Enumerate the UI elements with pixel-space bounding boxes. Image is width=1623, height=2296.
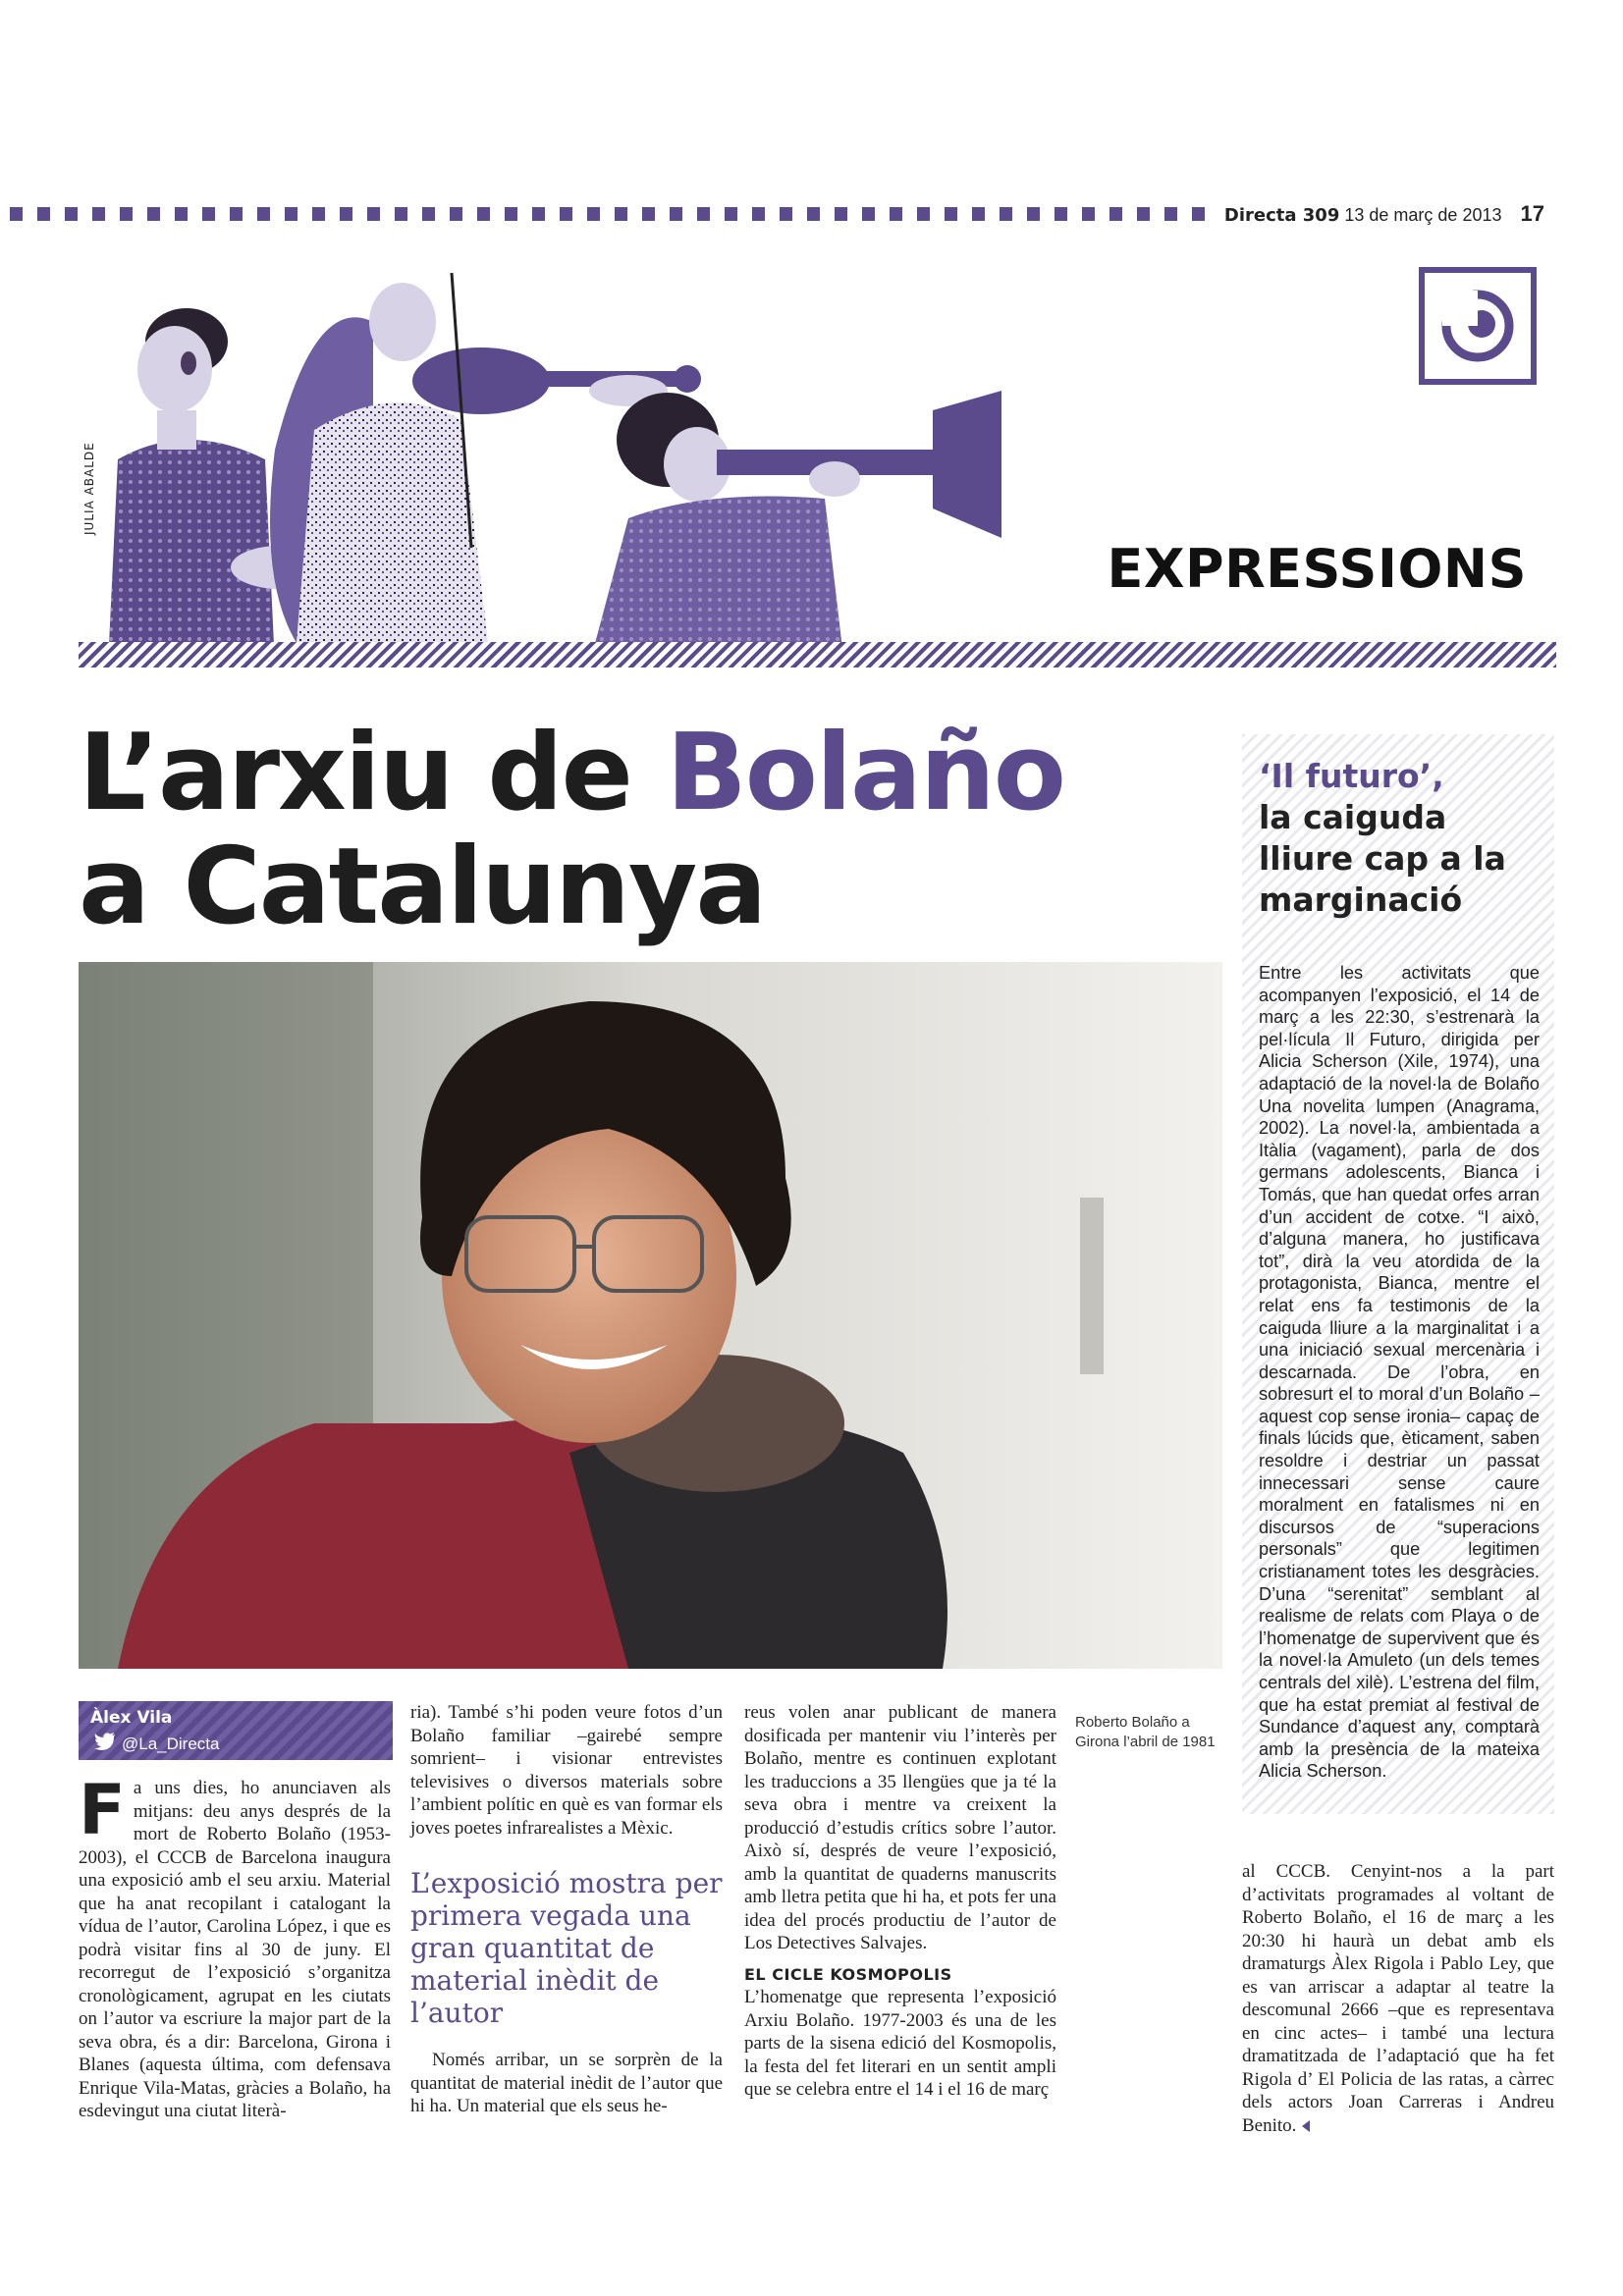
issue-date: 13 de març de 2013 [1344, 205, 1502, 225]
headline-highlight: Bolaño [666, 712, 1064, 834]
twitter-bird-icon [94, 1733, 116, 1755]
portrait-photo [79, 962, 1222, 1669]
section-stripe [79, 642, 1556, 667]
drop-cap: F [79, 1770, 126, 1850]
end-mark-icon [1302, 2120, 1310, 2132]
article-paragraph [1242, 1860, 1554, 2137]
article-column-1 [79, 1770, 391, 2123]
article-paragraph: reus volen anar publicant de manera dosificada per mantenir viu l’interès per Bolaño, mentre es continuen explotant les traduccions a 35 llengües que ja té la seva obra i mentre va creixent la producció d’estudis crítics sobre l’autor. Això sí, després de veure l’exposició, amb la quantitat de quaderns manuscrits amb lletra petita que hi ha, et pots fer una idea del procés productiu de l’autor de Los Detectives Salvajes. [744, 1702, 1056, 1953]
sidebar-text [1259, 962, 1540, 1783]
section-title: EXPRESSIONS [1107, 538, 1527, 600]
author-name: Àlex Vila [90, 1708, 173, 1728]
section-banner-illustration [79, 253, 1561, 666]
section-logo-icon [1419, 267, 1537, 385]
article-paragraph: ria). També s’hi poden veure fotos d’un Bolaño familiar –gairebé sempre somrient– i visionar entrevistes televisives o diversos materials sobre l’ambient polític en què es van formar els joves poetes infrarealistes a Mèxic. [410, 1702, 723, 1839]
article-headline [79, 712, 1064, 948]
author-twitter[interactable] [94, 1733, 219, 1755]
article-column-4 [1242, 1860, 1554, 2137]
photo-caption: Roberto Bolaño a Girona l’abril de 1981 [1075, 1714, 1216, 1750]
top-dotted-rule [10, 207, 1217, 221]
sidebar-title [1259, 756, 1540, 921]
sidebar-paragraph: Entre les activitats que acompanyen l’exposició, el 14 de març a les 22:30, s’estrenarà la pel·lícula Il Futuro, dirigida per Alicia Scherson (Xile, 1974), una adaptació de la novel·la de Bolaño Una novelita lumpen (Anagrama, 2002). La novel·la, ambientada a Itàlia (vagament), parla de dos germans adolescents, Bianca i Tomás, que han quedat orfes arran d’un accident de cotxe. “I això, d’alguna manera, ho justificava tot”, dirà la veu atordida de la protagonista, Bianca, mentre el relat ens fa testimonis de la caiguda lliure a la marginalitat i a una iniciació sexual mercenària i descarnada. De l’obra, en sobresurt el to moral d’un Bolaño –aquest cop sense ironia– capaç de finals lúcids que, èticament, saben resoldre i destriar un passat innecessari sense caure moralment en fatalismes ni en discursos de “superacions personals” que legitimen cristianament totes les desgràcies. D’una “serenitat” semblant al realisme de relats com Playa o de l’homenatge de supervivent que és la novel·la Amuleto (un dels temes centrals del xilè). L’estrena del film, que ha estat premiat al festival de Sundance d’aquest any, comptarà amb la presència de la mateixa Alicia Scherson. [1259, 963, 1540, 1782]
pull-quote: L’exposició mostra per primera vegada una gran quantitat de material inèdit de l’autor [410, 1867, 723, 2029]
headline-part1: L’arxiu de [79, 712, 667, 834]
twitter-handle: @La_Directa [122, 1734, 220, 1753]
article-paragraph: a uns dies, ho anunciaven als mitjans: deu anys després de la mort de Roberto Bolaño (1953-2003), el CCCB de Barcelona inaugura una exposició amb el seu arxiu. Material que ha anat recopilant i catalogant la vídua de l’autor, Carolina López, i que es podrà visitar fins al 30 de juny. El recorregut de l’exposició s’organitza cronològicament, agrupat en les ciutats on l’autor va escriure la major part de la seva obra, és a dir: Barcelona, Girona i Blanes (aquesta última, com defensava Enrique Vila-Matas, gràcies a Bolaño, ha esdevingut una ciutat literà- [79, 1778, 391, 2121]
publication-name: Directa 309 [1223, 205, 1340, 226]
article-paragraph: Només arribar, un se sorprèn de la quantitat de material inèdit de l’autor que hi ha. Un material que els seus he- [410, 2050, 723, 2116]
illustration-credit: JULIA ABALDE [82, 442, 96, 535]
page-folio [1224, 201, 1544, 227]
page-number: 17 [1520, 201, 1544, 226]
sidebar-title-rest: la caiguda lliure cap a la marginació [1259, 798, 1506, 919]
sidebar-content [1259, 756, 1540, 1783]
article-subhead: EL CICLE KOSMOPOLIS [744, 1964, 952, 1984]
article-column-3 [744, 1701, 1056, 2102]
article-paragraph: L’homenatge que representa l’exposició Arxiu Bolaño. 1977-2003 és una de les parts de la sisena edició del Kosmopolis, la festa del fet literari en un sentit ampli que se celebra entre el 14 i el 16 de març [744, 1987, 1056, 2100]
sidebar-title-quote: ‘Il futuro’, [1259, 757, 1444, 795]
article-closing-text: al CCCB. Cenyint-nos a la part d’activitats programades al voltant de Roberto Bolaño, el 16 de març a les 20:30 hi haurà un debat amb els dramaturgs Àlex Rigola i Pablo Ley, que es van arriscar a adaptar al teatre la descomunal 2666 –que es representava en cinc actes– i també una lectura dramatitzada de l’adaptació que ha fet Rigola d’ El Policia de las ratas, a càrrec dels actors Joan Carreras i Andreu Benito. [1242, 1861, 1554, 2136]
headline-part2: a Catalunya [79, 826, 766, 948]
article-column-2 [410, 1701, 723, 2118]
